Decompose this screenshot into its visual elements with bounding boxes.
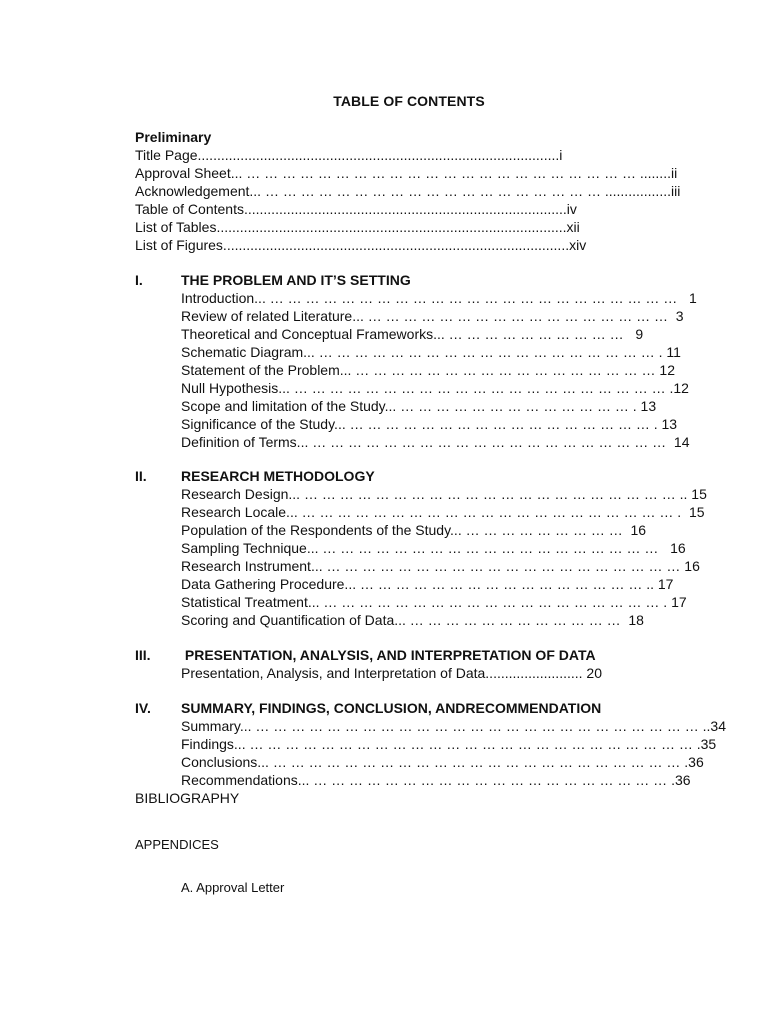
chapter-heading: RESEARCH METHODOLOGY	[181, 468, 375, 484]
toc-title: TABLE OF CONTENTS	[333, 93, 485, 109]
toc-entry: Statistical Treatment... … … … … … … … … … … … … … … … … … … … . 17	[181, 594, 687, 610]
toc-entry: Scope and limitation of the Study... … … … … … … … … … … … … … . 13	[181, 398, 657, 414]
toc-entry: Scoring and Quantification of Data... … … … … … … … … … … … … 18	[181, 612, 644, 628]
toc-entry: List of Tables..........................................................................................xii	[135, 219, 580, 235]
toc-entry: Review of related Literature... … … … … … … … … … … … … … … … … … 3	[181, 308, 684, 324]
toc-entry: Schematic Diagram... … … … … … … … … … … … … … … … … … … … . 11	[181, 344, 681, 360]
toc-entry: Statement of the Problem... … … … … … … … … … … … … … … … … … 12	[181, 362, 676, 378]
toc-entry: Findings... … … … … … … … … … … … … … … … … … … … … … … … … … .35	[181, 736, 717, 752]
toc-entry: Research Locale... … … … … … … … … … … … … … … … … … … … … … . 15	[181, 504, 705, 520]
toc-entry: Data Gathering Procedure... … … … … … … … … … … … … … … … … .. 17	[181, 576, 674, 592]
toc-entry: Approval Sheet... … … … … … … … … … … … … … … … … … … … … … … ........ii	[135, 165, 678, 181]
toc-entry: Theoretical and Conceptual Frameworks... … … … … … … … … … … 9	[181, 326, 644, 342]
toc-entry: Definition of Terms... … … … … … … … … … … … … … … … … … … … … 14	[181, 434, 690, 450]
toc-entry: List of Figures.........................................................................................xiv	[135, 237, 587, 253]
toc-entry: Null Hypothesis... … … … … … … … … … … … … … … … … … … … … … .12	[181, 380, 689, 396]
appendices-heading: APPENDICES	[135, 837, 219, 852]
toc-entry: Title Page.............................................................................................i	[135, 147, 563, 163]
toc-entry: Recommendations... … … … … … … … … … … … … … … … … … … … … .36	[181, 772, 691, 788]
chapter-numeral: III.	[135, 647, 151, 663]
chapter-numeral: IV.	[135, 700, 151, 716]
toc-entry: Population of the Respondents of the Study... … … … … … … … … … 16	[181, 522, 647, 538]
toc-entry: Significance of the Study... … … … … … … … … … … … … … … … … … . 13	[181, 416, 678, 432]
chapter-numeral: I.	[135, 272, 143, 288]
toc-entry: Table of Contents...................................................................................iv	[135, 201, 577, 217]
chapter-heading: THE PROBLEM AND IT’S SETTING	[181, 272, 411, 288]
toc-entry: Introduction... … … … … … … … … … … … … … … … … … … … … … … … 1	[181, 290, 697, 306]
toc-entry: Research Instrument... … … … … … … … … … … … … … … … … … … … … 16	[181, 558, 700, 574]
toc-entry: Presentation, Analysis, and Interpretation of Data......................... 20	[181, 665, 602, 681]
chapter-heading: SUMMARY, FINDINGS, CONCLUSION, ANDRECOMMENDATION	[181, 700, 602, 716]
toc-entry: Conclusions... … … … … … … … … … … … … … … … … … … … … … … … .36	[181, 754, 704, 770]
appendix-item: A. Approval Letter	[181, 880, 285, 895]
toc-entry: Sampling Technique... … … … … … … … … … … … … … … … … … … … 16	[181, 540, 686, 556]
bibliography-heading: BIBLIOGRAPHY	[135, 790, 240, 806]
toc-entry: Summary... … … … … … … … … … … … … … … … … … … … … … … … … … ..34	[181, 718, 727, 734]
toc-entry: Acknowledgement... … … … … … … … … … … … … … … … … … … … .................iii	[135, 183, 681, 199]
chapter-heading: PRESENTATION, ANALYSIS, AND INTERPRETATION OF DATA	[181, 647, 596, 663]
preliminary-heading: Preliminary	[135, 129, 212, 145]
toc-entry: Research Design... … … … … … … … … … … … … … … … … … … … … … .. 15	[181, 486, 707, 502]
chapter-numeral: II.	[135, 468, 147, 484]
